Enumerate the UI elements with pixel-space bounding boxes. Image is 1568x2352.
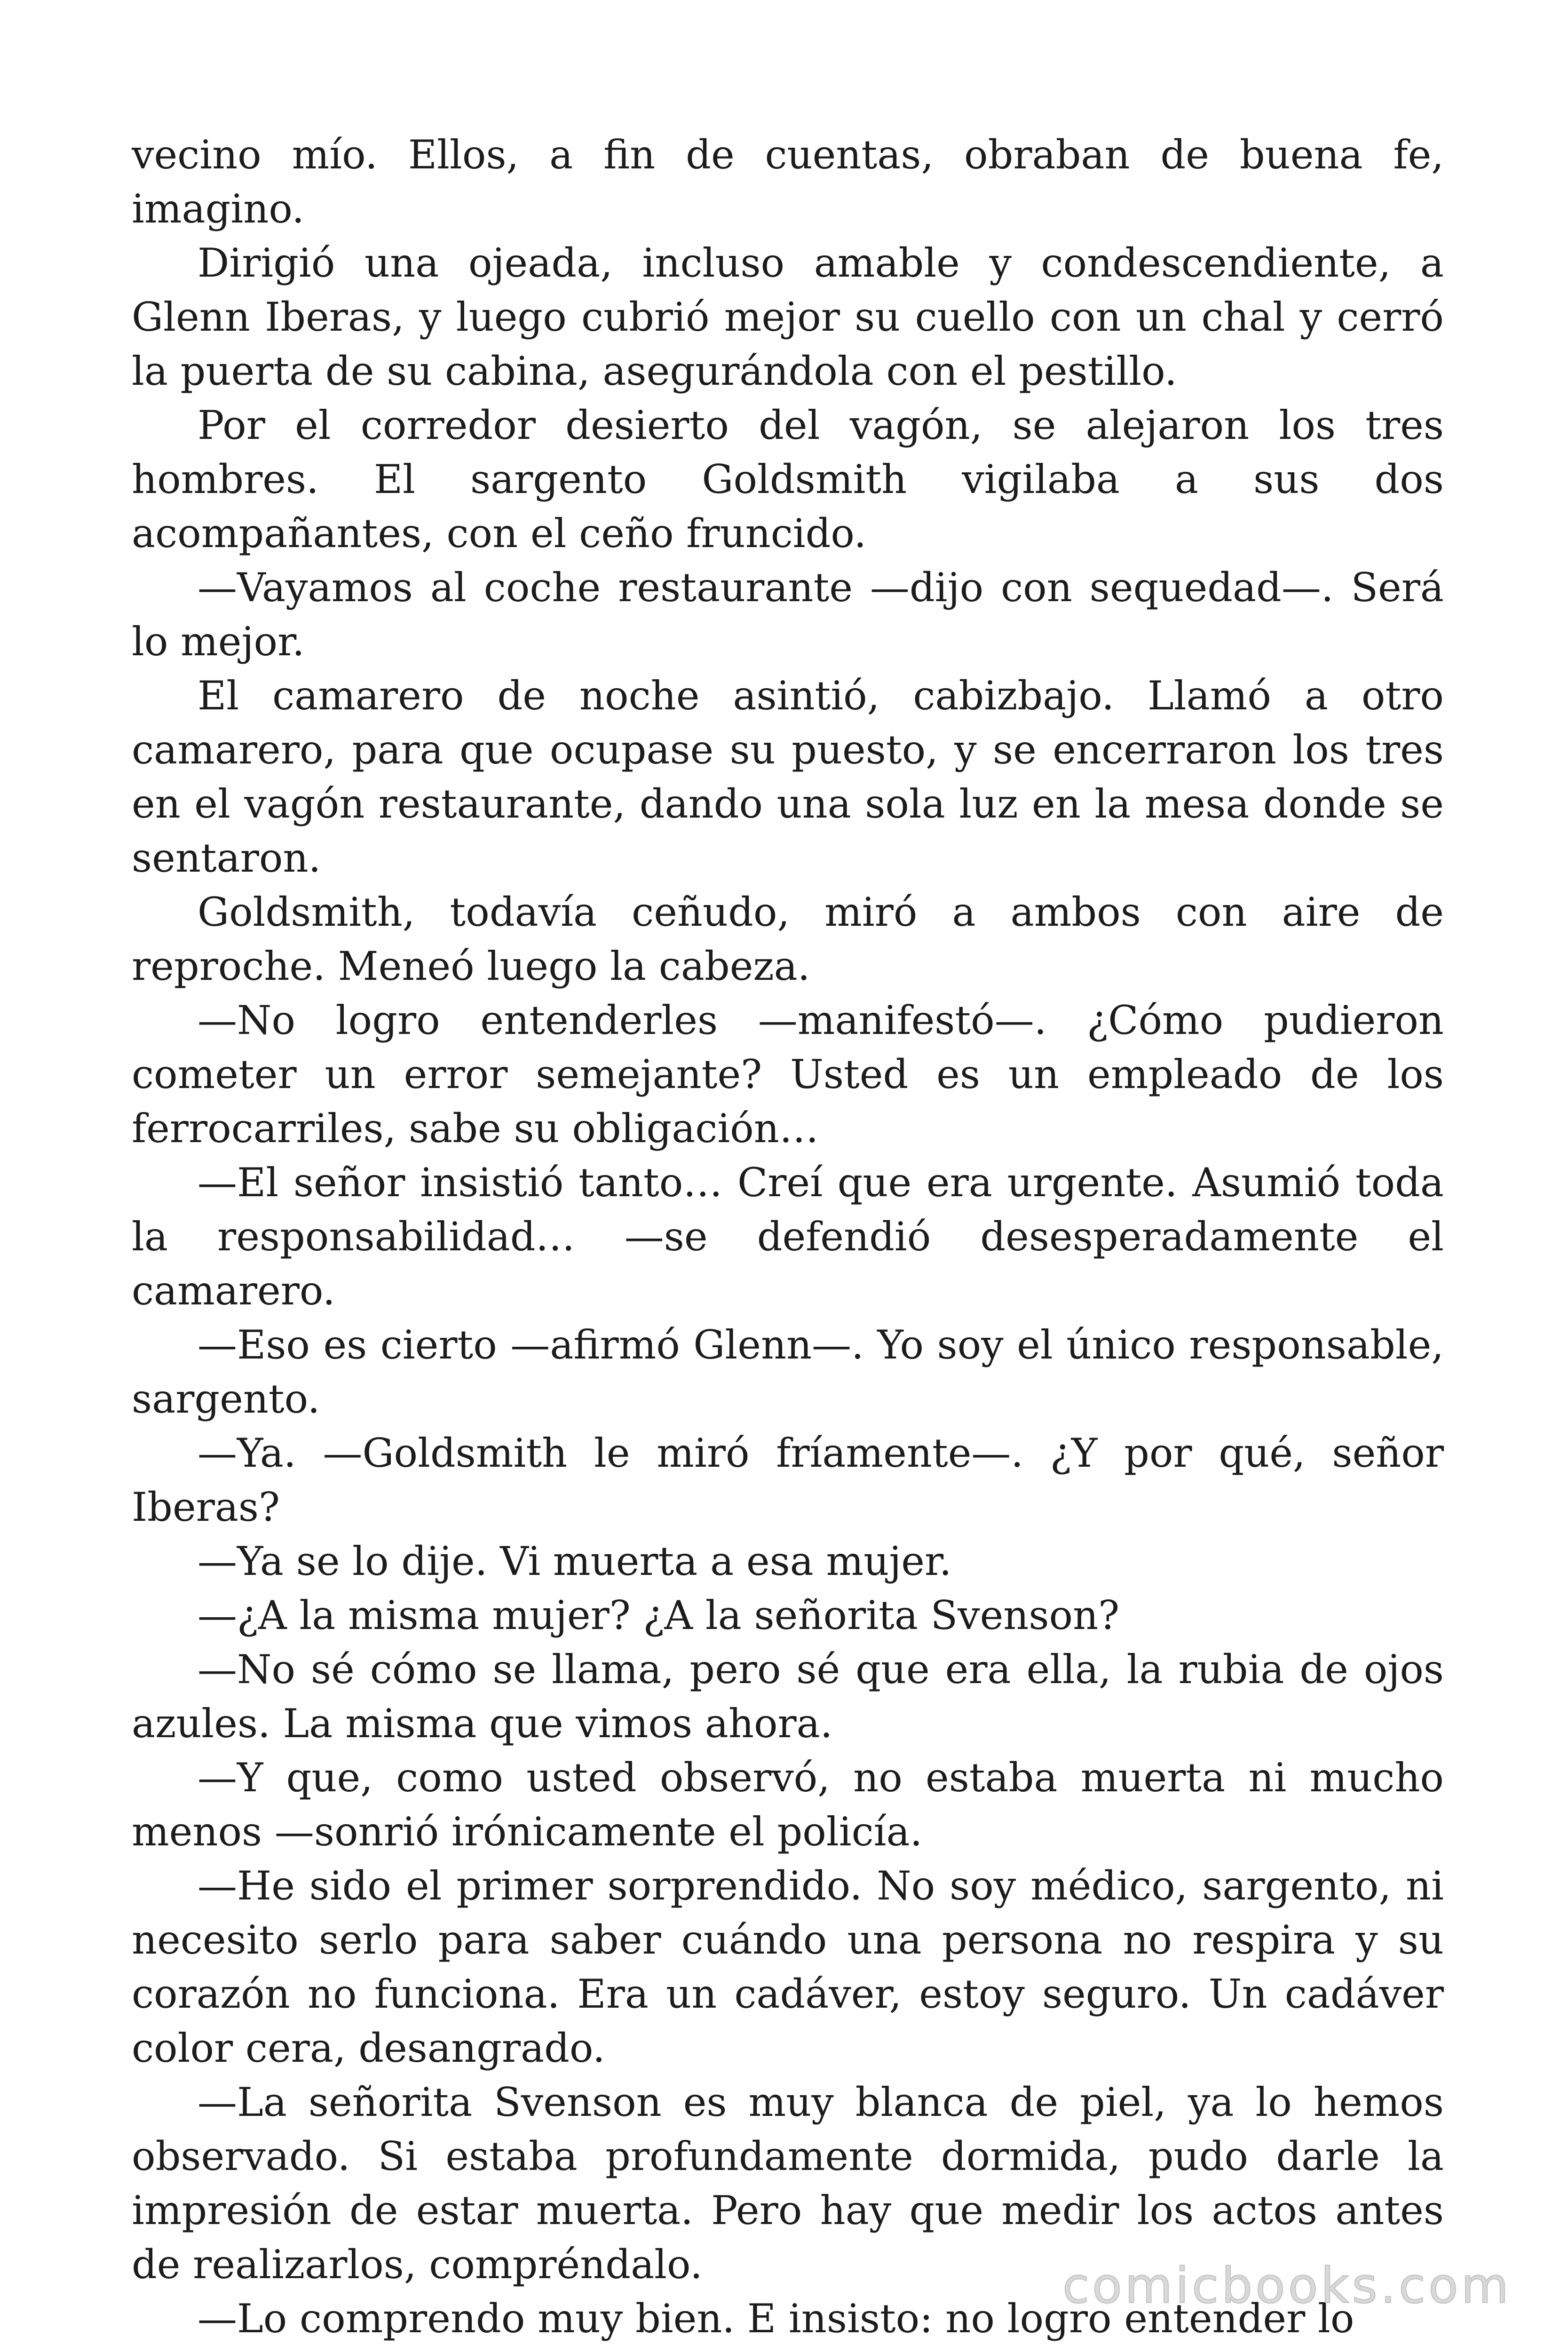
- dialogue-paragraph: —Vayamos al coche restaurante —dijo con sequedad—. Será lo mejor.: [132, 564, 1444, 665]
- dialogue-paragraph: —No sé cómo se llama, pero sé que era ella, la rubia de ojos azules. La misma que vimos ahora.: [132, 1646, 1444, 1747]
- dialogue-paragraph: —¿A la misma mujer? ¿A la señorita Svenson?: [198, 1592, 1120, 1638]
- dialogue-paragraph: —Y que, como usted observó, no estaba muerta ni mucho menos —sonrió irónicamente el policía.: [132, 1755, 1444, 1855]
- paragraph: Por el corredor desierto del vagón, se alejaron los tres hombres. El sargento Goldsmith vigilaba a sus dos acompañantes, con el ceño fruncido.: [132, 402, 1444, 556]
- book-page-text: [132, 128, 1444, 2346]
- dialogue-paragraph: —La señorita Svenson es muy blanca de piel, ya lo hemos observado. Si estaba profundamente dormida, pudo darle la impresión de estar muerta. Pero hay que medir los actos antes de realizarlos, compréndalo.: [132, 2079, 1444, 2288]
- dialogue-paragraph: —El señor insistió tanto… Creí que era urgente. Asumió toda la responsabilidad… —se defendió desesperadamente el camarero.: [132, 1160, 1444, 1314]
- paragraph: El camarero de noche asintió, cabizbajo. Llamó a otro camarero, para que ocupase su puesto, y se encerraron los tres en el vagón restaurante, dando una sola luz en la mesa donde se sentaron.: [132, 673, 1444, 881]
- dialogue-paragraph: —Ya. —Goldsmith le miró fríamente—. ¿Y por qué, señor Iberas?: [132, 1430, 1444, 1530]
- dialogue-paragraph: —Lo comprendo muy bien. E insisto: no logro entender lo: [198, 2296, 1354, 2342]
- watermark: comicbooks.com: [1062, 2257, 1512, 2314]
- dialogue-paragraph: —No logro entenderles —manifestó—. ¿Cómo pudieron cometer un error semejante? Usted es un empleado de los ferrocarriles, sabe su obligación…: [132, 997, 1444, 1152]
- paragraph: Goldsmith, todavía ceñudo, miró a ambos con aire de reproche. Meneó luego la cabeza.: [132, 889, 1444, 989]
- paragraph: Dirigió una ojeada, incluso amable y condescendiente, a Glenn Iberas, y luego cubrió mejor su cuello con un chal y cerró la puerta de su cabina, asegurándola con el pestillo.: [132, 240, 1444, 394]
- paragraph-continuation: vecino mío. Ellos, a fin de cuentas, obraban de buena fe, imagino.: [132, 132, 1444, 232]
- dialogue-paragraph: —Ya se lo dije. Vi muerta a esa mujer.: [198, 1538, 952, 1584]
- dialogue-paragraph: —Eso es cierto —afirmó Glenn—. Yo soy el único responsable, sargento.: [132, 1322, 1444, 1422]
- dialogue-paragraph: —He sido el primer sorprendido. No soy médico, sargento, ni necesito serlo para saber cuándo una persona no respira y su corazón no funciona. Era un cadáver, estoy seguro. Un cadáver color cera, desangrado.: [132, 1863, 1444, 2071]
